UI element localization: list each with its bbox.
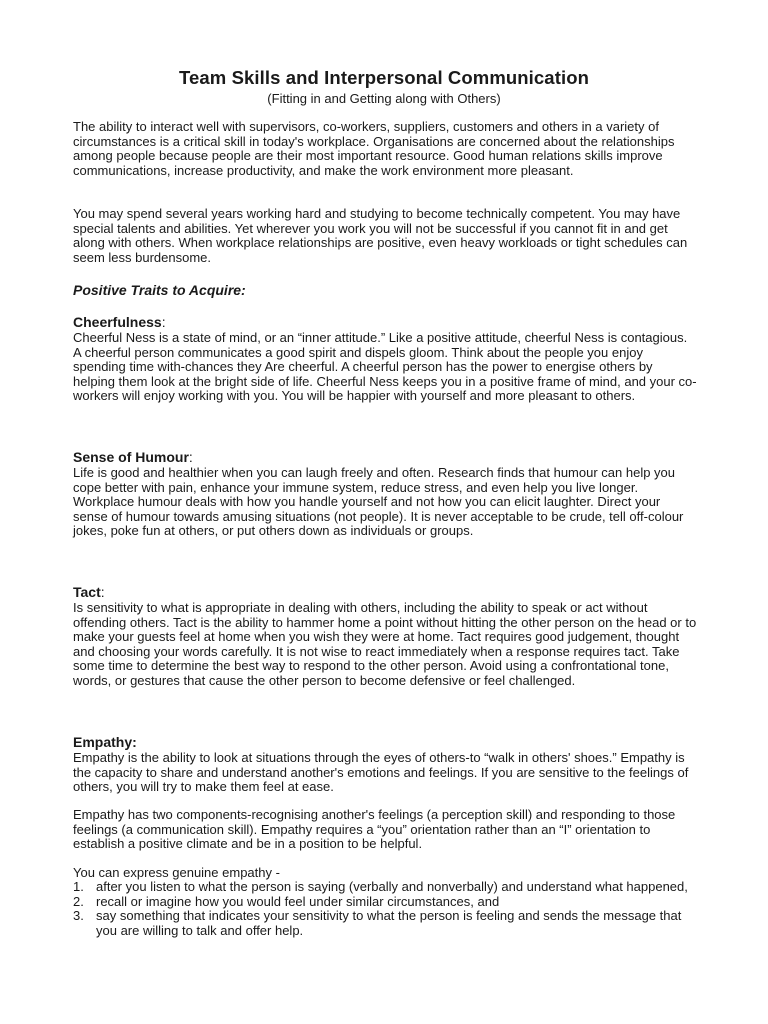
section-body-sense-of-humour: Life is good and healthier when you can laugh freely and often. Research finds that humour can help you cope better with pain, enhance your immune system, reduce stress, and even help you live longer. Workplace humour deals with how you handle yourself and not how you can elicit laughter. Direct your sense of humour towards amusing situations (not people). It is never acceptable to be crude, tell off-colour jokes, poke fun at others, or put others down as individuals or groups. — [73, 465, 684, 539]
list-item-number: 1. — [73, 879, 84, 894]
list-item-text: recall or imagine how you would feel under similar circumstances, and — [96, 893, 500, 909]
page-subtitle: (Fitting in and Getting along with Others) — [267, 91, 501, 106]
list-item — [73, 880, 698, 895]
list-item-text: after you listen to what the person is saying (verbally and nonverbally) and understand what happened, — [96, 879, 688, 894]
section-heading-cheerfulness — [73, 314, 166, 330]
list-item — [73, 909, 698, 938]
traits-heading: Positive Traits to Acquire: — [73, 282, 246, 298]
empathy-list-intro: You can express genuine empathy - — [73, 865, 280, 880]
section-heading-sense-of-humour — [73, 449, 193, 465]
section-body-tact: Is sensitivity to what is appropriate in dealing with others, including the ability to speak or act without offending others. Tact is the ability to hammer home a point without hitting the other person on the head or to make your guests feel at home when you wish they were at home. Tact requires good judgement, thought and choosing your words carefully. It is not wise to react immediately when a response requires tact. Take some time to determine the best way to respond to the other person. Avoid using a confrontational tone, words, or gestures that cause the other person to become defensive or feel challenged. — [73, 600, 697, 688]
intro-paragraph-1: The ability to interact well with supervisors, co-workers, suppliers, customers and others in a variety of circumstances is a critical skill in today's workplace. Organisations are concerned about the relationships among people because people are their most important resource. Good human relations skills improve communications, increase productivity, and make the work environment more pleasant. — [73, 119, 675, 178]
empathy-steps-list — [73, 880, 698, 938]
section-body-empathy-1: Empathy is the ability to look at situations through the eyes of others-to “walk in others' shoes.” Empathy is the capacity to share and understand another's emotions and feelings. If you are sensitive to the feelings of others, you will try to make them feel at ease. — [73, 750, 689, 795]
list-item — [73, 895, 698, 910]
heading-colon: : — [161, 314, 166, 330]
section-heading-empathy: Empathy: — [73, 734, 137, 750]
intro-paragraph-2: You may spend several years working hard and studying to become technically competent. You may have special talents and abilities. Yet wherever you work you will not be successful if you cannot fit in and get along with others. When workplace relationships are positive, even heavy workloads or tight schedules can seem less burdensome. — [73, 206, 688, 265]
list-item-number: 2. — [73, 893, 84, 909]
heading-colon: : — [100, 584, 105, 600]
section-heading-text: Sense of Humour — [73, 449, 189, 465]
section-body-cheerfulness: Cheerful Ness is a state of mind, or an “inner attitude.” Like a positive attitude, cheerful Ness is contagious. A cheerful person communicates a good spirit and dispels gloom. Think about the people you enjoy spending time with-chances they Are cheerful. A cheerful person has the power to energise others by helping them look at the bright side of life. Cheerful Ness keeps you in a positive frame of mind, and your co-workers will enjoy working with you. You will be happier with yourself and more pleasant to others. — [73, 330, 697, 404]
list-item-text: say something that indicates your sensitivity to what the person is feeling and sends the message that you are willing to talk and offer help. — [96, 908, 682, 938]
section-body-empathy-2: Empathy has two components-recognising another's feelings (a perception skill) and responding to those feelings (a communication skill). Empathy requires a “you” orientation rather than an “I” orientation to establish a positive climate and be in a position to be helpful. — [73, 807, 676, 852]
section-heading-text: Cheerfulness — [73, 314, 162, 330]
page-title: Team Skills and Interpersonal Communication — [178, 67, 590, 88]
list-item-number: 3. — [73, 908, 84, 924]
section-heading-tact — [73, 584, 105, 600]
section-heading-text: Tact — [73, 584, 101, 600]
heading-colon: : — [188, 449, 193, 465]
